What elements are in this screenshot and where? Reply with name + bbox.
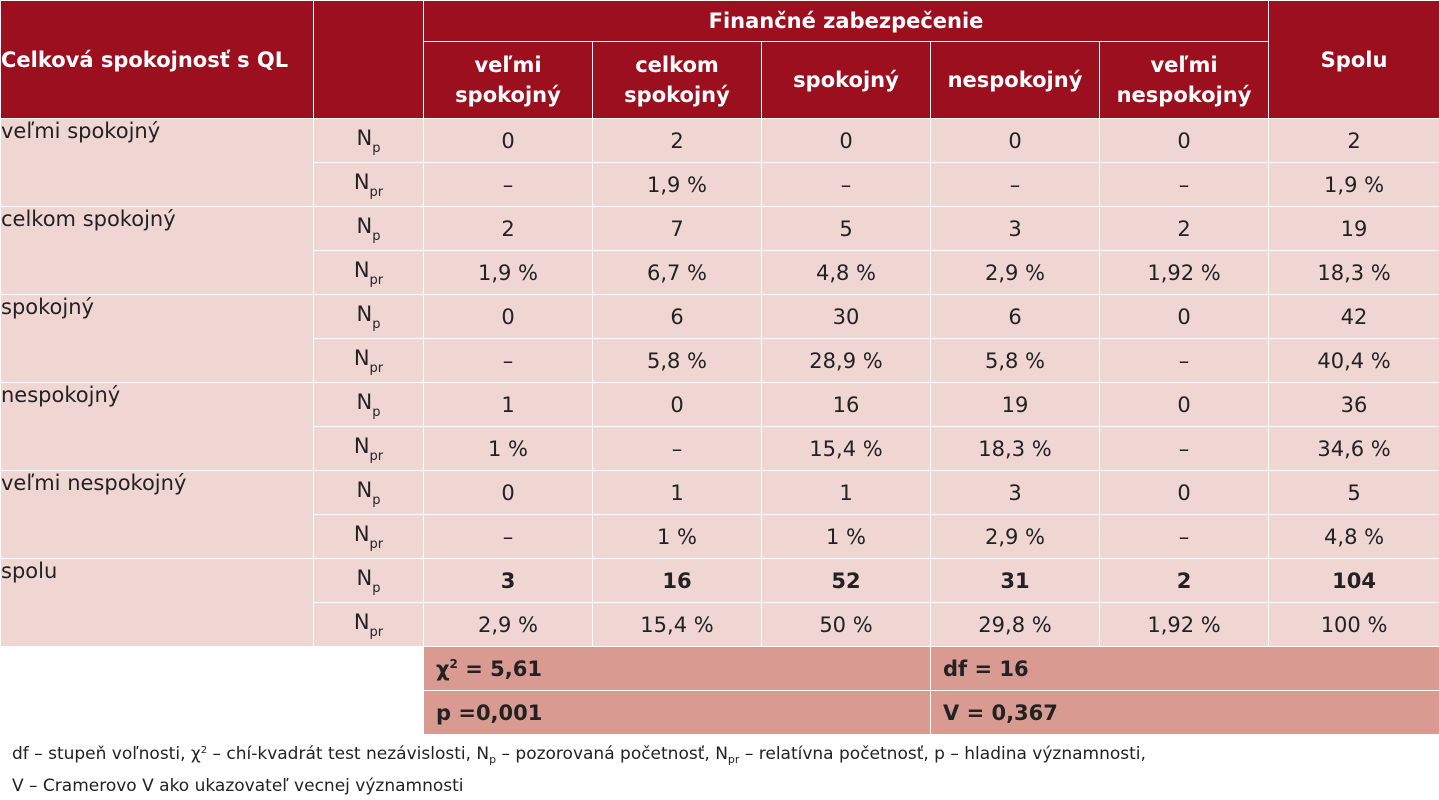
value-cell: – [1100,427,1269,471]
value-cell: 0 [1100,295,1269,339]
value-cell: 3 [424,559,593,603]
measure-np: $N_p$ [314,207,424,251]
value-cell: – [1100,339,1269,383]
column-header: spokojný [762,42,931,119]
value-cell: 1,92 % [1100,251,1269,295]
value-cell: 0 [593,383,762,427]
value-cell: 30 [762,295,931,339]
value-cell: – [424,515,593,559]
value-cell: 5 [762,207,931,251]
value-cell: 1 % [424,427,593,471]
value-cell: 31 [931,559,1100,603]
value-cell: – [762,163,931,207]
value-cell: 1 % [593,515,762,559]
value-cell: 52 [762,559,931,603]
value-cell: 18,3 % [931,427,1100,471]
value-cell: 18,3 % [1269,251,1439,295]
value-cell: 15,4 % [762,427,931,471]
value-cell: 1 [593,471,762,515]
value-cell: 0 [931,119,1100,163]
value-cell: – [593,427,762,471]
value-cell: 1,9 % [593,163,762,207]
value-cell: 3 [931,471,1100,515]
value-cell: 2 [1100,207,1269,251]
measure-np: $N_p$ [314,295,424,339]
row-label: nespokojný [1,383,314,471]
value-cell: 0 [1100,471,1269,515]
value-cell: 2,9 % [931,515,1100,559]
value-cell: 2 [1269,119,1439,163]
value-cell: 40,4 % [1269,339,1439,383]
measure-np: $N_p$ [314,559,424,603]
row-label: celkom spokojný [1,207,314,295]
value-cell: 19 [931,383,1100,427]
value-cell: 29,8 % [931,603,1100,647]
measure-npr: $N_{pr}$ [314,603,424,647]
table-row [1,383,1439,427]
value-cell: 42 [1269,295,1439,339]
value-cell: 5,8 % [593,339,762,383]
value-cell: 36 [1269,383,1439,427]
value-cell: 4,8 % [762,251,931,295]
table-row [1,119,1439,163]
value-cell: 19 [1269,207,1439,251]
table-row [1,559,1439,603]
value-cell: 1,9 % [1269,163,1439,207]
group-header: Finančné zabezpečenie [424,1,1269,42]
value-cell: 6,7 % [593,251,762,295]
value-cell: 1 [762,471,931,515]
table-row [1,207,1439,251]
value-cell: 0 [1100,119,1269,163]
table-row [1,471,1439,515]
measure-npr: $N_{pr}$ [314,515,424,559]
measure-npr: $N_{pr}$ [314,339,424,383]
column-header: celkom spokojný [593,42,762,119]
table-row [1,295,1439,339]
p-value-cell: p =0,001 [424,691,931,735]
corner-header: Celková spokojnosť s QL [1,1,314,119]
value-cell: 2,9 % [424,603,593,647]
value-cell: 0 [424,119,593,163]
column-header: veľmi spokojný [424,42,593,119]
value-cell: – [424,163,593,207]
value-cell: 6 [593,295,762,339]
value-cell: 50 % [762,603,931,647]
table-body [1,119,1439,647]
value-cell: 1 [424,383,593,427]
cramer-v-cell: V = 0,367 [931,691,1439,735]
value-cell: – [424,339,593,383]
chi-square-cell: $\chi^2 = 5,61$ [424,647,931,691]
value-cell: 5,8 % [931,339,1100,383]
value-cell: 15,4 % [593,603,762,647]
value-cell: 2 [1100,559,1269,603]
row-label: spokojný [1,295,314,383]
value-cell: 16 [593,559,762,603]
value-cell: 34,6 % [1269,427,1439,471]
value-cell: 28,9 % [762,339,931,383]
value-cell: 0 [1100,383,1269,427]
value-cell: 0 [424,471,593,515]
measure-np: $N_p$ [314,383,424,427]
value-cell: 7 [593,207,762,251]
measure-npr: $N_{pr}$ [314,163,424,207]
footnote-line-1: df – stupeň voľnosti, $\chi^2$ – chí-kvadrát test nezávislosti, $N_p$ – pozorovaná početnosť, $N_{pr}$ – relatívna početnosť, p – hladina významnosti, [12,744,1146,766]
value-cell: 2 [593,119,762,163]
measure-header [314,1,424,119]
value-cell: 1,9 % [424,251,593,295]
value-cell: 3 [931,207,1100,251]
row-label: veľmi nespokojný [1,471,314,559]
row-label: spolu [1,559,314,647]
value-cell: 4,8 % [1269,515,1439,559]
value-cell: – [1100,515,1269,559]
measure-np: $N_p$ [314,119,424,163]
measure-np: $N_p$ [314,471,424,515]
value-cell: 104 [1269,559,1439,603]
value-cell: 16 [762,383,931,427]
total-header: Spolu [1269,1,1439,119]
stats-row-1 [1,647,1439,691]
value-cell: 0 [762,119,931,163]
value-cell: 2,9 % [931,251,1100,295]
value-cell: 0 [424,295,593,339]
measure-npr: $N_{pr}$ [314,427,424,471]
value-cell: – [1100,163,1269,207]
column-header: nespokojný [931,42,1100,119]
stats-blank [1,691,424,735]
measure-npr: $N_{pr}$ [314,251,424,295]
value-cell: 1,92 % [1100,603,1269,647]
value-cell: – [931,163,1100,207]
row-label: veľmi spokojný [1,119,314,207]
column-header: veľmi nespokojný [1100,42,1269,119]
value-cell: 2 [424,207,593,251]
footnote-line-2: V – Cramerovo V ako ukazovateľ vecnej významnosti [12,776,464,796]
value-cell: 6 [931,295,1100,339]
df-cell: df = 16 [931,647,1439,691]
value-cell: 100 % [1269,603,1439,647]
footnote [12,738,1146,799]
stats-row-2 [1,691,1439,735]
value-cell: 5 [1269,471,1439,515]
stats-blank [1,647,424,691]
value-cell: 1 % [762,515,931,559]
